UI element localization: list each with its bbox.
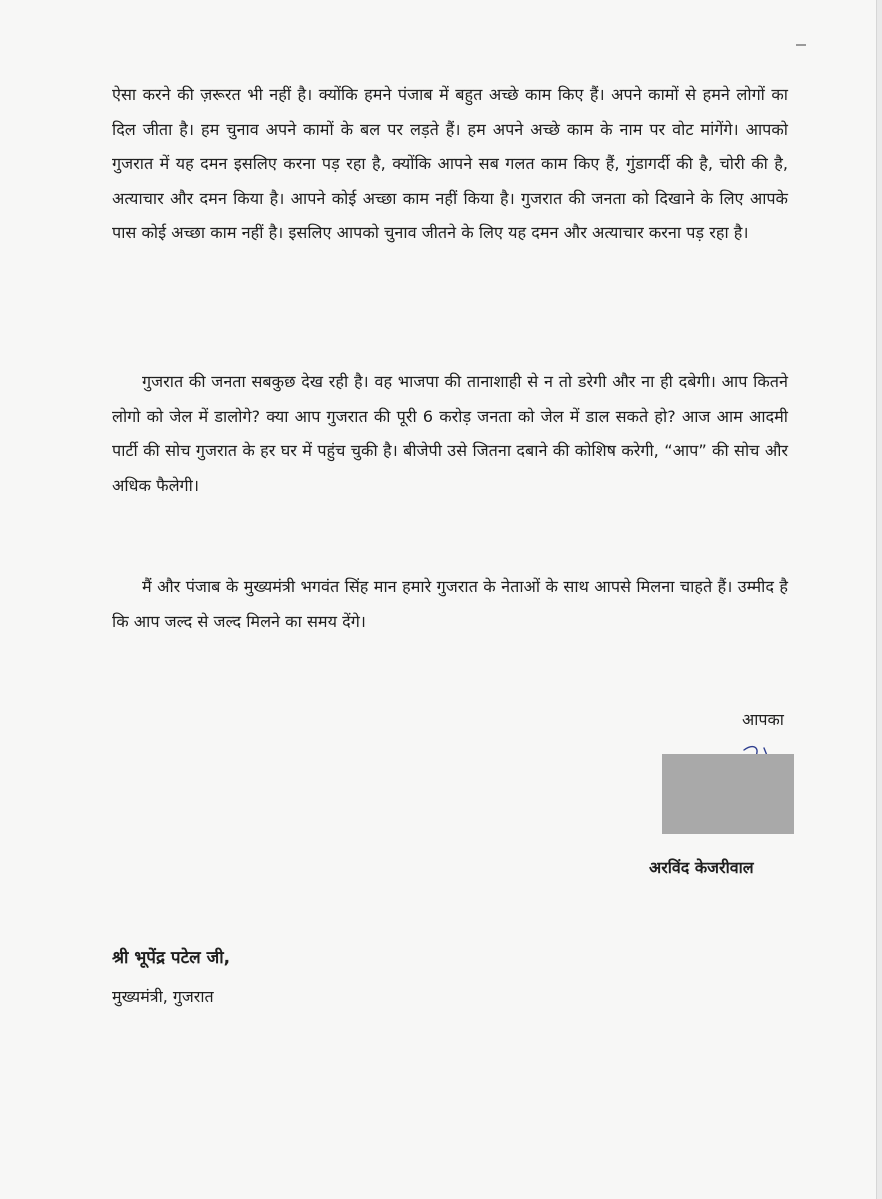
letter-paragraph-2: गुजरात की जनता सबकुछ देख रही है। वह भाजपा की तानाशाही से न तो डरेगी और ना ही दबेगी। आप कितने लोगो को जेल में डालोगे? क्या आप गुजरात की पूरी 6 करोड़ जनता को जेल में डाल सकते हो? आज आम आदमी पार्टी की सोच गुजरात के हर घर में पहुंच चुकी है। बीजेपी उसे जितना दबाने की कोशिष करेगी, “आप” की सोच और अधिक फैलेगी। <box>112 372 788 495</box>
letter-paragraph-3: मैं और पंजाब के मुख्यमंत्री भगवंत सिंह मान हमारे गुजरात के नेताओं के साथ आपसे मिलना चाहते हैं। उम्मीद है कि आप जल्द से जल्द मिलने का समय देंगे। <box>112 577 788 631</box>
letter-paragraph-1: ऐसा करने की ज़रूरत भी नहीं है। क्योंकि हमने पंजाब में बहुत अच्छे काम किए हैं। अपने कामों से हमने लोगों का दिल जीता है। हम चुनाव अपने कामों के बल पर लड़ते हैं। हम अपने अच्छे काम के नाम पर वोट मांगेंगे। आपको गुजरात में यह दमन इसलिए करना पड़ रहा है, क्योंकि आपने सब गलत काम किए हैं, गुंडागर्दी की है, चोरी की है, अत्याचार और दमन किया है। आपने कोई अच्छा काम नहीं किया है। गुजरात की जनता को दिखाने के लिए आपके पास कोई अच्छा काम नहीं है। इसलिए आपको चुनाव जीतने के लिए यह दमन और अत्याचार करना पड़ रहा है। <box>112 85 788 243</box>
addressee-name: श्री भूपेंद्र पटेल जी, <box>112 948 231 968</box>
addressee-designation: मुख्यमंत्री, गुजरात <box>112 987 214 1006</box>
scan-mark <box>796 44 806 46</box>
closing-salutation: आपका <box>742 710 784 729</box>
signature-redaction <box>662 754 794 834</box>
signer-name: अरविंद केजरीवाल <box>649 858 754 877</box>
